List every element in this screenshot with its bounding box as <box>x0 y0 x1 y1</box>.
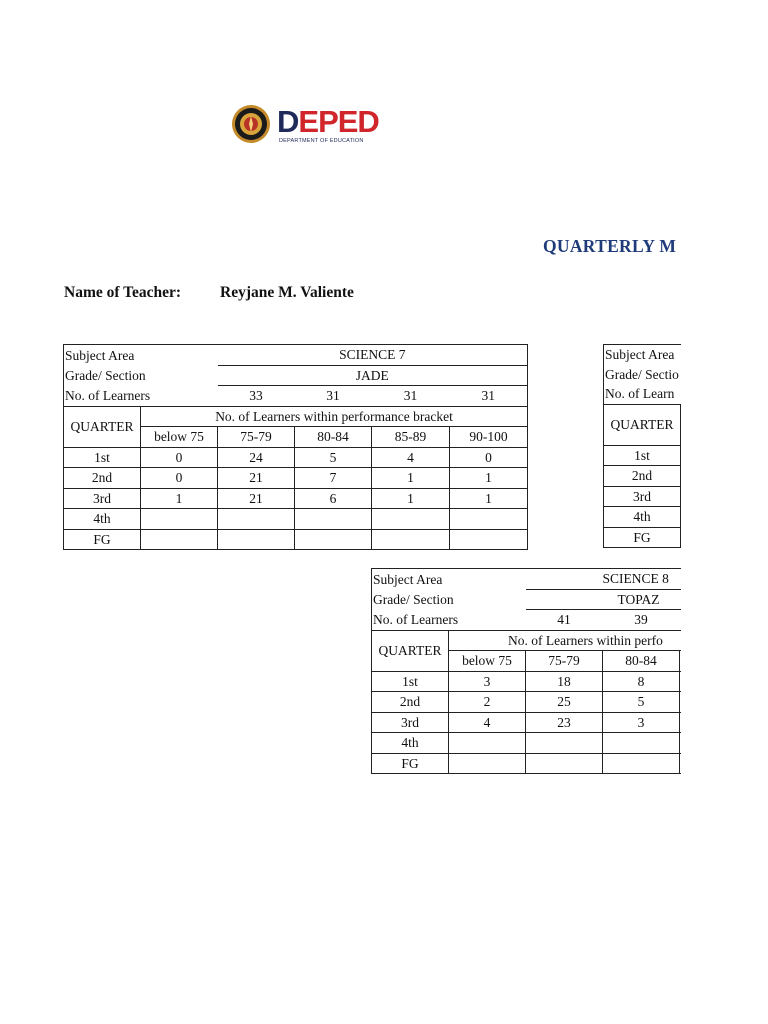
deped-logo <box>231 104 381 148</box>
table-cell: 0 <box>141 468 218 489</box>
quarter-label: 4th <box>372 733 449 754</box>
no-learners-label: No. of Learn <box>604 384 682 404</box>
table-cell: 5 <box>295 447 372 468</box>
table-cell: 3 <box>603 712 680 733</box>
learners-count: 41 <box>557 612 571 628</box>
table-cell: 7 <box>295 468 372 489</box>
table-cell: 0 <box>141 447 218 468</box>
table-cell <box>449 753 526 774</box>
table-cell: 6 <box>295 488 372 509</box>
deped-seal-icon <box>231 104 271 144</box>
quarter-label: 2nd <box>64 468 141 489</box>
learners-count: 31 <box>326 388 340 404</box>
subject-value: SCIENCE 8 <box>526 569 681 590</box>
quarter-label: 2nd <box>604 466 681 487</box>
bracket-col: 75-79 <box>526 651 603 672</box>
table-row <box>372 671 682 692</box>
grade-section-label: Grade/ Section <box>372 589 526 610</box>
table-row <box>604 507 682 528</box>
table-row <box>64 509 528 530</box>
quarter-label: 1st <box>64 447 141 468</box>
quarter-label: FG <box>64 529 141 550</box>
table-cell <box>141 509 218 530</box>
quarter-header: QUARTER <box>604 404 681 445</box>
grade-section-label: Grade/ Sectio <box>604 365 682 385</box>
quarter-label: 3rd <box>604 486 681 507</box>
table-cell: 24 <box>218 447 295 468</box>
table-cell: 21 <box>218 488 295 509</box>
section-value: TOPAZ <box>526 589 681 610</box>
table-cell <box>372 529 450 550</box>
table-row <box>372 753 682 774</box>
deped-wordmark: DEPED <box>277 104 379 139</box>
table-cell: 18 <box>526 671 603 692</box>
table-cell <box>449 733 526 754</box>
table-cell <box>295 509 372 530</box>
quarter-label: 3rd <box>372 712 449 733</box>
bracket-col: 80-84 <box>295 427 372 448</box>
table-row <box>64 447 528 468</box>
table-cell <box>603 753 680 774</box>
table-cell <box>295 529 372 550</box>
quarter-label: 1st <box>372 671 449 692</box>
quarter-label: 2nd <box>372 692 449 713</box>
table-row <box>372 712 682 733</box>
subject-value: SCIENCE 7 <box>218 345 528 366</box>
subject-area-label: Subject Area <box>604 345 682 365</box>
table-cell <box>141 529 218 550</box>
table-cell: 4 <box>372 447 450 468</box>
table-row <box>604 445 682 466</box>
table-cell <box>450 529 528 550</box>
table-cell <box>218 529 295 550</box>
table-cell: 1 <box>450 488 528 509</box>
table-cell: 0 <box>450 447 528 468</box>
table-row <box>372 692 682 713</box>
table-row <box>604 486 682 507</box>
table-cell: 1 <box>372 488 450 509</box>
table-row <box>604 527 682 548</box>
table-cell: 5 <box>603 692 680 713</box>
quarter-label: 4th <box>604 507 681 528</box>
no-learners-label: No. of Learners <box>372 610 526 631</box>
quarter-label: FG <box>372 753 449 774</box>
teacher-name: Reyjane M. Valiente <box>220 284 354 301</box>
section-value: JADE <box>218 365 528 386</box>
table-row <box>64 488 528 509</box>
quarter-label: 3rd <box>64 488 141 509</box>
table-row <box>64 468 528 489</box>
learners-count: 31 <box>403 388 418 404</box>
quarter-header: QUARTER <box>372 630 449 671</box>
table-cell <box>603 733 680 754</box>
table-cell: 8 <box>603 671 680 692</box>
bracket-col: below 75 <box>141 427 218 448</box>
table-cell: 1 <box>372 468 450 489</box>
table-row <box>372 733 682 754</box>
grade-section-label: Grade/ Section <box>64 365 218 386</box>
deped-subtitle: DEPARTMENT OF EDUCATION <box>279 138 364 144</box>
table-cell <box>526 733 603 754</box>
bracket-col: 90-100 <box>450 427 528 448</box>
bracket-col: below 75 <box>449 651 526 672</box>
no-learners-label: No. of Learners <box>64 386 218 407</box>
table-cell: 21 <box>218 468 295 489</box>
subject-area-label: Subject Area <box>372 569 526 590</box>
table-cell: 4 <box>449 712 526 733</box>
bracket-col: 80-84 <box>603 651 680 672</box>
table-cell: 23 <box>526 712 603 733</box>
quarter-label: 4th <box>64 509 141 530</box>
table-cell: 2 <box>449 692 526 713</box>
bracket-col: 75-79 <box>218 427 295 448</box>
bracket-header: No. of Learners within performance bracket <box>141 406 528 427</box>
science8-table <box>371 568 681 774</box>
learners-count: 33 <box>249 388 263 404</box>
table-cell <box>526 753 603 774</box>
table-cell <box>372 509 450 530</box>
learners-count: 39 <box>634 612 648 628</box>
table-row <box>64 529 528 550</box>
bracket-header: No. of Learners within perfo <box>449 630 682 651</box>
table-cell: 25 <box>526 692 603 713</box>
teacher-label: Name of Teacher: <box>64 284 182 301</box>
quarter-label: FG <box>604 527 681 548</box>
science7-table <box>63 344 528 550</box>
table-cell: 1 <box>141 488 218 509</box>
quarter-label: 1st <box>604 445 681 466</box>
bracket-col: 85-89 <box>372 427 450 448</box>
table-row <box>604 466 682 487</box>
subject-area-label: Subject Area <box>64 345 218 366</box>
table-2-clipped <box>603 344 681 548</box>
table-cell: 3 <box>449 671 526 692</box>
table-cell: 1 <box>450 468 528 489</box>
report-title: QUARTERLY M <box>543 236 677 256</box>
quarter-header: QUARTER <box>64 406 141 447</box>
table-cell <box>450 509 528 530</box>
learners-count: 31 <box>450 386 528 407</box>
table-cell <box>218 509 295 530</box>
